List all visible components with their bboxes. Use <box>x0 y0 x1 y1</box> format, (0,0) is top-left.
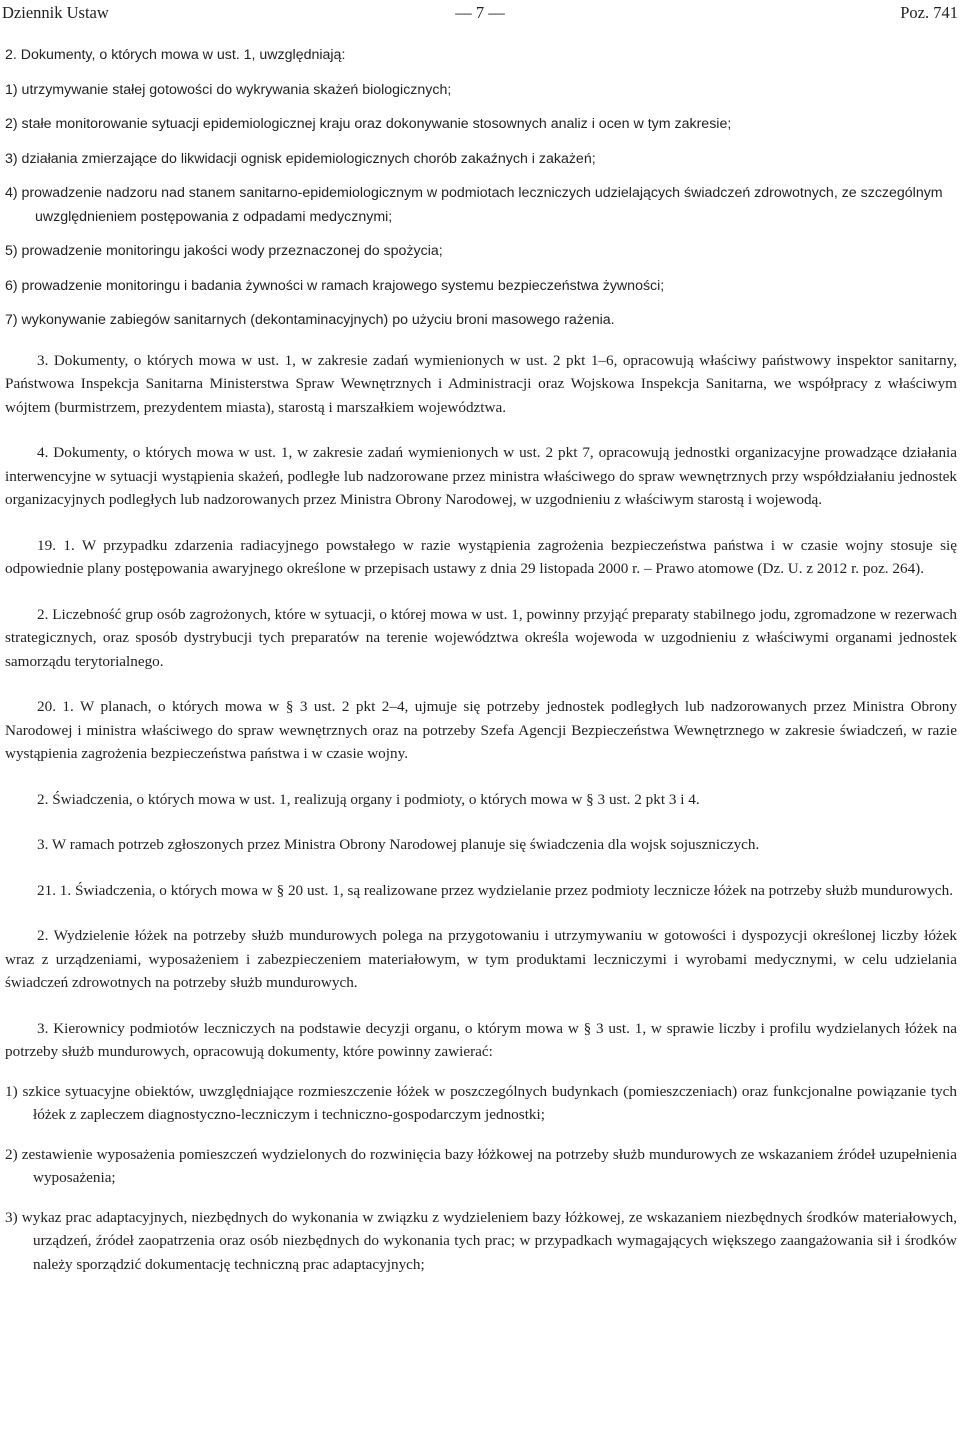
document-body <box>5 44 957 1276</box>
paragraph-19-1: 19. 1. W przypadku zdarzenia radiacyjnego powstałego w razie wystąpienia zagrożenia bezpieczeństwa państwa i w czasie wojny stosuje się odpowiednie plany postępowania awaryjnego określone w przepisach ustawy z dnia 29 listopada 2000 r. – Prawo atomowe (Dz. U. z 2012 r. poz. 264). <box>5 536 957 577</box>
position-number: Poz. 741 <box>900 3 958 22</box>
page-number: — 7 — <box>455 3 505 22</box>
paragraph-19-2: 2. Liczebność grup osób zagrożonych, które w sytuacji, o której mowa w ust. 1, powinny przyjąć preparaty stabilnego jodu, zgromadzone w rezerwach strategicznych, oraz sposób dystrybucji tych preparatów na terenie województwa określa wojewoda w uzgodnieniu z właściwymi organami jednostek samorządu terytorialnego. <box>5 605 957 670</box>
paragraph-20-2: 2. Świadczenia, o których mowa w ust. 1, realizują organy i podmioty, o których mowa w § 3 ust. 2 pkt 3 i 4. <box>37 790 700 808</box>
list-item: 1) szkice sytuacyjne obiektów, uwzględniające rozmieszczenie łóżek w poszczególnych budynkach (pomieszczeniach) oraz funkcjonalne powiązanie tych łóżek z zapleczem diagnostyczno-leczniczym i techniczno-gospodarczym jednostki; <box>5 1082 957 1123</box>
list-item: 5) prowadzenie monitoringu jakości wody przeznaczonej do spożycia; <box>5 243 443 259</box>
list-item: 2) stałe monitorowanie sytuacji epidemiologicznej kraju oraz dokonywanie stosownych analiz i ocen w tym zakresie; <box>5 116 732 132</box>
paragraph-21-1: 21. 1. Świadczenia, o których mowa w § 20 ust. 1, są realizowane przez wydzielanie przez podmioty lecznicze łóżek na potrzeby służb mundurowych. <box>37 881 953 899</box>
list-item: 3) działania zmierzające do likwidacji ognisk epidemiologicznych chorób zakaźnych i zakażeń; <box>5 150 596 167</box>
paragraph-21-2: 2. Wydzielenie łóżek na potrzeby służb mundurowych polega na przygotowaniu i utrzymywaniu w gotowości i dyspozycji określonej liczby łóżek wraz z urządzeniami, wyposażeniem i zabezpieczeniem materiałowym, w tym produktami leczniczymi i wyrobami medycznymi, w celu udzielania świadczeń zdrowotnych na potrzeby służb mundurowych. <box>5 927 957 991</box>
list-item: 1) utrzymywanie stałej gotowości do wykrywania skażeń biologicznych; <box>5 81 452 98</box>
section-2-intro: 2. Dokumenty, o których mowa w ust. 1, uwzględniają: <box>5 47 346 63</box>
list-item: 3) wykaz prac adaptacyjnych, niezbędnych do wykonania w związku z wydzieleniem bazy łóżkowej, ze wskazaniem niezbędnych środków materiałowych, urządzeń, źródeł zaopatrzenia oraz osób niezbędnych do wykonania tych prac; w przypadkach wymagających większego zaangażowania sił i środków należy sporządzić dokumentację techniczną prac adaptacyjnych; <box>5 1208 957 1273</box>
page-header <box>0 0 960 28</box>
list-item: 6) prowadzenie monitoringu i badania żywności w ramach krajowego systemu bezpieczeństwa żywności; <box>5 277 665 294</box>
list-item: 7) wykonywanie zabiegów sanitarnych (dekontaminacyjnych) po użyciu broni masowego rażenia. <box>5 312 615 328</box>
paragraph-21-3: 3. Kierownicy podmiotów leczniczych na podstawie decyzji organu, o którym mowa w § 3 ust. 1, w sprawie liczby i profilu wydzielanych łóżek na potrzeby służb mundurowych, opracowują dokumenty, które powinny zawierać: <box>5 1019 957 1060</box>
list-item: 4) prowadzenie nadzoru nad stanem sanitarno-epidemiologicznym w podmiotach leczniczych udzielających świadczeń zdrowotnych, ze szczególnym uwzględnieniem postępowania z odpadami medycznymi; <box>5 185 943 225</box>
paragraph-20-1: 20. 1. W planach, o których mowa w § 3 ust. 2 pkt 2–4, ujmuje się potrzeby jednostek podległych lub nadzorowanych przez Ministra Obrony Narodowej i ministra właściwego do spraw wewnętrznych oraz na potrzeby Szefa Agencji Bezpieczeństwa Wewnętrznego w zakresie świadczeń, w razie wystąpienia zagrożenia bezpieczeństwa państwa i w czasie wojny. <box>5 698 957 762</box>
list-item: 2) zestawienie wyposażenia pomieszczeń wydzielonych do rozwinięcia bazy łóżkowej na potrzeby służb mundurowych ze wskazaniem źródeł uzupełnienia wyposażenia; <box>5 1145 957 1186</box>
section-4-paragraph: 4. Dokumenty, o których mowa w ust. 1, w zakresie zadań wymienionych w ust. 2 pkt 7, opracowują jednostki organizacyjne prowadzące działania interwencyjne w sytuacji wystąpienia skażeń, podległe lub nadzorowane przez ministra właściwego do spraw wewnętrznych przy współdziałaniu jednostek organizacyjnych podległych lub nadzorowanych przez Ministra Obrony Narodowej, w uzgodnieniu z właściwym starostą i wojewodą. <box>5 444 957 508</box>
paragraph-20-3: 3. W ramach potrzeb zgłoszonych przez Ministra Obrony Narodowej planuje się świadczenia dla wojsk sojuszniczych. <box>37 836 760 853</box>
journal-title: Dziennik Ustaw <box>2 3 109 22</box>
section-3-paragraph: 3. Dokumenty, o których mowa w ust. 1, w zakresie zadań wymienionych w ust. 2 pkt 1–6, opracowują właściwy państwowy inspektor sanitarny, Państwowa Inspekcja Sanitarna Ministerstwa Spraw Wewnętrznych i Administracji oraz Wojskowa Inspekcja Sanitarna, we współpracy z właściwym wójtem (burmistrzem, prezydentem miasta), starostą i marszałkiem województwa. <box>5 351 957 416</box>
